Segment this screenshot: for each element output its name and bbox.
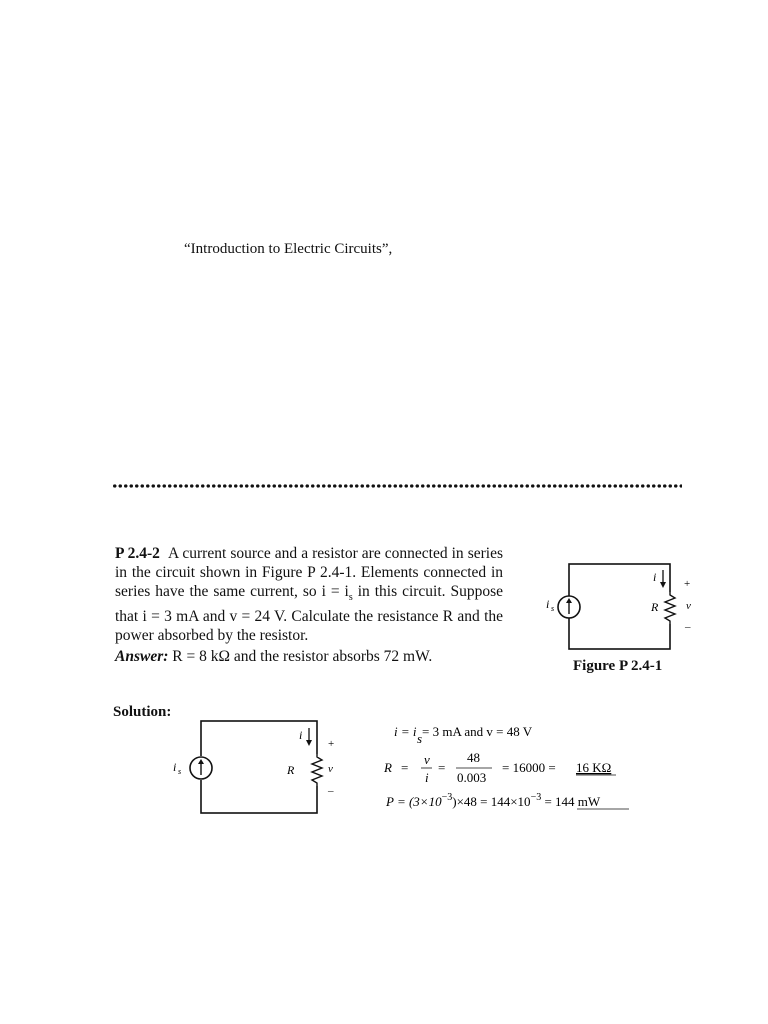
eq-r-equals2: = bbox=[438, 760, 446, 775]
statement-line-2: series in the circuit shown in Figure P 2.4-1. Elements bbox=[115, 545, 504, 581]
solution-label-i: i bbox=[299, 728, 303, 742]
eq-line-1-sub: s bbox=[417, 731, 423, 746]
solution-circuit bbox=[165, 714, 350, 819]
book-title: “Introduction to Electric Circuits”, bbox=[184, 241, 393, 257]
statement-line-3: connected in series have the same current, so i = i bbox=[115, 564, 504, 600]
eq-r-middle: = 16000 = bbox=[502, 760, 556, 775]
figure-label-is: i bbox=[546, 597, 550, 611]
figure-label-v: v bbox=[686, 600, 691, 612]
solution-equations bbox=[380, 720, 650, 815]
statement-sub-s: s bbox=[348, 592, 353, 604]
solution-label-is: i bbox=[173, 760, 177, 774]
eq-r-result: 16 KΩ bbox=[576, 760, 612, 775]
solution-label-minus: – bbox=[328, 785, 334, 797]
statement-line-1: A current source and a resistor are connected in bbox=[168, 545, 464, 562]
eq-line-1-rest: = 3 mA and v = 48 V bbox=[422, 724, 533, 739]
eq-p-line: $P = (3\times 10^{-3})\times 48 = 144\times 10^{-3} = 144$ mW bbox=[386, 792, 601, 809]
statement-line-4: circuit. Suppose that i = 3 mA and v = 24 V. Calculate the bbox=[115, 583, 504, 626]
answer-text: R = 8 kΩ and the resistor absorbs 72 mW. bbox=[172, 648, 433, 665]
statement-line-3b: in this bbox=[352, 583, 398, 600]
solution-label-plus: + bbox=[328, 738, 335, 750]
answer-line bbox=[115, 648, 432, 666]
figure-label-minus: – bbox=[685, 621, 691, 633]
figure-caption: Figure P 2.4-1 bbox=[573, 658, 663, 674]
eq-line-1: i = i bbox=[394, 724, 417, 739]
eq-r-lhs: R bbox=[384, 760, 392, 775]
problem-number: P 2.4-2 bbox=[115, 545, 160, 562]
statement-line-5: resistance R and the power absorbed by the resistor. bbox=[115, 608, 504, 645]
figure-label-is-sub: s bbox=[551, 604, 555, 613]
solution-label: Solution: bbox=[113, 704, 172, 720]
answer-label: Answer: bbox=[115, 648, 169, 665]
eq-r-equals: = bbox=[401, 760, 409, 775]
eq-r-frac2-den: 0.003 bbox=[457, 770, 487, 785]
figure-label-i: i bbox=[653, 570, 657, 584]
eq-r-frac2-num: 48 bbox=[467, 750, 480, 765]
figure-label-r: R bbox=[651, 600, 659, 614]
problem-statement bbox=[115, 544, 503, 645]
solution-label-v: v bbox=[328, 763, 333, 775]
dotted-separator bbox=[112, 483, 682, 489]
figure-circuit bbox=[540, 548, 710, 658]
figure-label-plus: + bbox=[684, 578, 691, 590]
solution-label-r: R bbox=[287, 763, 295, 777]
eq-r-frac1-num: v bbox=[424, 752, 430, 767]
solution-label-is-sub: s bbox=[178, 767, 182, 776]
eq-r-frac1-den: i bbox=[425, 770, 429, 785]
